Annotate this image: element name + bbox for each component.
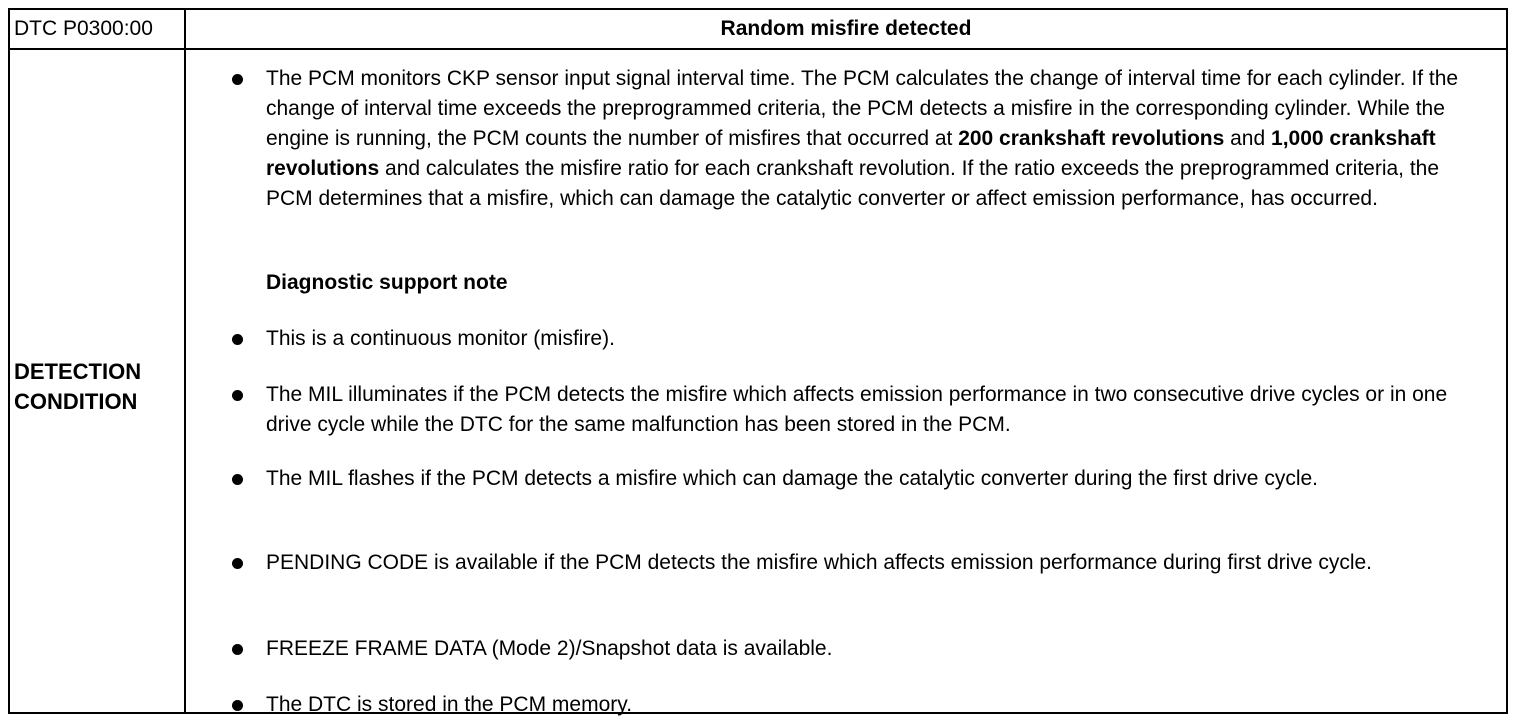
header-row bbox=[10, 10, 1506, 50]
detection-condition-label bbox=[10, 345, 141, 417]
dtc-title-cell: Random misfire detected bbox=[720, 17, 972, 40]
bullet-icon bbox=[232, 334, 243, 345]
dtc-code-cell: DTC P0300:00 bbox=[10, 10, 186, 48]
bullet-text: FREEZE FRAME DATA (Mode 2)/Snapshot data is available. bbox=[266, 637, 833, 660]
text-part-1: The PCM monitors CKP sensor input signal interval time. The PCM calculates the change of interval time for each cylinder. If the change of interval time exceeds the preprogrammed criteria, the PCM detects a misfire in the corresponding cylinder. While the engine is running, the PCM counts the number of misfires that occurred at bbox=[266, 67, 1459, 150]
bullet-icon bbox=[232, 644, 243, 655]
bullet-text: PENDING CODE is available if the PCM detects the misfire which affects emission performance during first drive cycle. bbox=[266, 551, 1373, 574]
detection-condition-label-cell bbox=[10, 50, 186, 712]
bold-200-revolutions: 200 crankshaft revolutions bbox=[958, 127, 1225, 150]
bullet-icon bbox=[232, 474, 243, 485]
bullet-icon bbox=[232, 700, 243, 711]
label-line-2: CONDITION bbox=[14, 389, 138, 414]
detection-condition-row bbox=[10, 50, 1506, 716]
bullet-text bbox=[266, 64, 1476, 214]
bullet-icon bbox=[232, 558, 243, 569]
detection-condition-content bbox=[186, 50, 1506, 716]
bullet-text: The MIL illuminates if the PCM detects the misfire which affects emission performance in two consecutive drive cycles or in one drive cycle while the DTC for the same malfunction has been stored in the PCM. bbox=[266, 383, 1448, 436]
label-line-1: DETECTION bbox=[14, 359, 142, 384]
diagnostic-support-note-heading: Diagnostic support note bbox=[266, 271, 508, 294]
bullet-icon bbox=[232, 390, 243, 401]
bullet-icon bbox=[232, 74, 243, 85]
text-part-2: and bbox=[1224, 127, 1272, 150]
bold-1000-revolutions: 1,000 crankshaft revolutions bbox=[266, 127, 1436, 180]
dtc-table bbox=[8, 8, 1508, 714]
bullet-text: The MIL flashes if the PCM detects a misfire which can damage the catalytic converter during the first drive cycle. bbox=[266, 467, 1318, 490]
bullet-text: This is a continuous monitor (misfire). bbox=[266, 327, 615, 350]
text-part-3: and calculates the misfire ratio for each crankshaft revolution. If the ratio exceeds the preprogrammed criteria, the PCM determines that a misfire, which can damage the catalytic converter or affect emission performance, has occurred. bbox=[266, 157, 1440, 210]
bullet-text: The DTC is stored in the PCM memory. bbox=[266, 693, 633, 716]
